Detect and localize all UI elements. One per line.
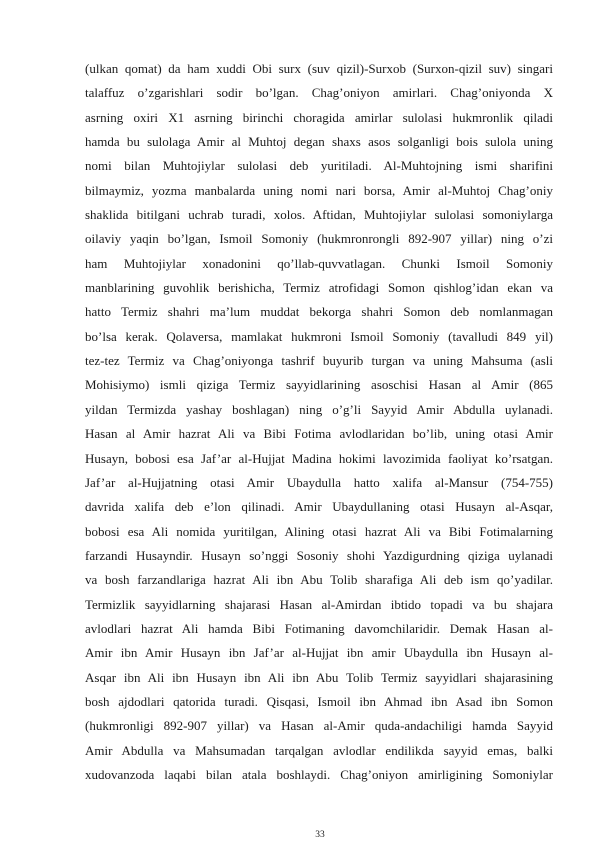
text-line: talaffuz o’zgarishlari sodir bo’lgan. Chag’oniyon amirlari. Chag’oniyonda X	[85, 85, 553, 101]
text-line: yildan Termizda yashay boshlagan) ning o’g’li Sayyid Amir Abdulla uylanadi.	[85, 401, 553, 417]
text-line: Amir ibn Amir Husayn ibn Jaf’ar al-Hujjat ibn amir Ubaydulla ibn Husayn al-	[85, 645, 553, 661]
text-line: (ulkan qomat) da ham xuddi Obi surx (suv qizil)-Surxob (Surxon-qizil suv) singari	[85, 61, 553, 76]
text-line: Amir Abdulla va Mahsumadan tarqalgan avlodlar endilikda sayyid emas, balki	[85, 742, 553, 758]
text-line: hatto Termiz shahri ma’lum muddat bekorga shahri Somon deb nomlanmagan	[85, 304, 553, 320]
body-text	[85, 57, 553, 787]
text-line: oilaviy yaqin bo’lgan, Ismoil Somoniy (hukmronrongli 892-907 yillar) ning o’zi	[85, 231, 553, 247]
text-line: Asqar ibn Ali ibn Husayn ibn Ali ibn Abu Tolib Termiz sayyidlari shajarasining	[85, 669, 553, 685]
text-line: va bosh farzandlariga hazrat Ali ibn Abu Tolib sharafiga Ali deb ism qo’yadilar.	[85, 572, 553, 588]
text-line: bo’lsa kerak. Qolaversa, mamlakat hukmroni Ismoil Somoniy (tavalludi 849 yil)	[85, 328, 553, 344]
text-line: hamda bu sulolaga Amir al Muhtoj degan shaxs asos solganligi bois sulola uning	[85, 134, 553, 150]
text-line: ham Muhtojiylar xonadonini qo’llab-quvvatlagan. Chunki Ismoil Somoniy	[85, 255, 553, 271]
text-line: bosh ajdodlari qatorida turadi. Qisqasi, Ismoil ibn Ahmad ibn Asad ibn Somon	[85, 693, 553, 709]
text-line: asrning oxiri X1 asrning birinchi choragida amirlar sulolasi hukmronlik qiladi	[85, 109, 553, 125]
text-line: shaklida bitilgani uchrab turadi, xolos. Aftidan, Muhtojiylar sulolasi somoniylarga	[85, 207, 553, 223]
text-line: Jaf’ar al-Hujjatning otasi Amir Ubaydulla hatto xalifa al-Mansur (754-755)	[85, 474, 553, 490]
text-line: Termizlik sayyidlarning shajarasi Hasan al-Amirdan ibtido topadi va bu shajara	[85, 596, 553, 612]
text-line: Mohisiymo) ismli qiziga Termiz sayyidlarining asoschisi Hasan al Amir (865	[85, 377, 553, 393]
text-line: (hukmronligi 892-907 yillar) va Hasan al-Amir quda-andachiligi hamda Sayyid	[85, 718, 553, 734]
text-line: davrida xalifa deb e’lon qilinadi. Amir Ubaydullaning otasi Husayn al-Asqar,	[85, 499, 553, 515]
text-line: farzandi Husayndir. Husayn so’nggi Sosoniy shohi Yazdigurdning qiziga uylanadi	[85, 547, 553, 563]
text-line: bilmaymiz, yozma manbalarda uning nomi nari borsa, Amir al-Muhtoj Chag’oniy	[85, 182, 553, 198]
text-line: Hasan al Amir hazrat Ali va Bibi Fotima avlodlaridan bo’lib, uning otasi Amir	[85, 426, 553, 442]
text-line: nomi bilan Muhtojiylar sulolasi deb yuritiladi. Al-Muhtojning ismi sharifini	[85, 158, 553, 174]
text-line: tez-tez Termiz va Chag’oniyonga tashrif buyurib turgan va uning Mahsuma (asli	[85, 353, 553, 369]
text-line: xudovanzoda laqabi bilan atala boshlaydi. Chag’oniyon amirligining Somoniylar	[85, 766, 553, 782]
text-line: Husayn, bobosi esa Jaf’ar al-Hujjat Madina hokimi lavozimida faoliyat ko’rsatgan.	[85, 450, 553, 466]
text-line: manblarining guvohlik berishicha, Termiz atrofidagi Somon qishlog’idan ekan va	[85, 280, 553, 296]
text-line: avlodlari hazrat Ali hamda Bibi Fotimaning davomchilaridir. Demak Hasan al-	[85, 620, 553, 636]
page-number: 33	[315, 830, 325, 840]
text-line: bobosi esa Ali nomida yuritilgan, Alining otasi hazrat Ali va Bibi Fotimalarning	[85, 523, 553, 539]
